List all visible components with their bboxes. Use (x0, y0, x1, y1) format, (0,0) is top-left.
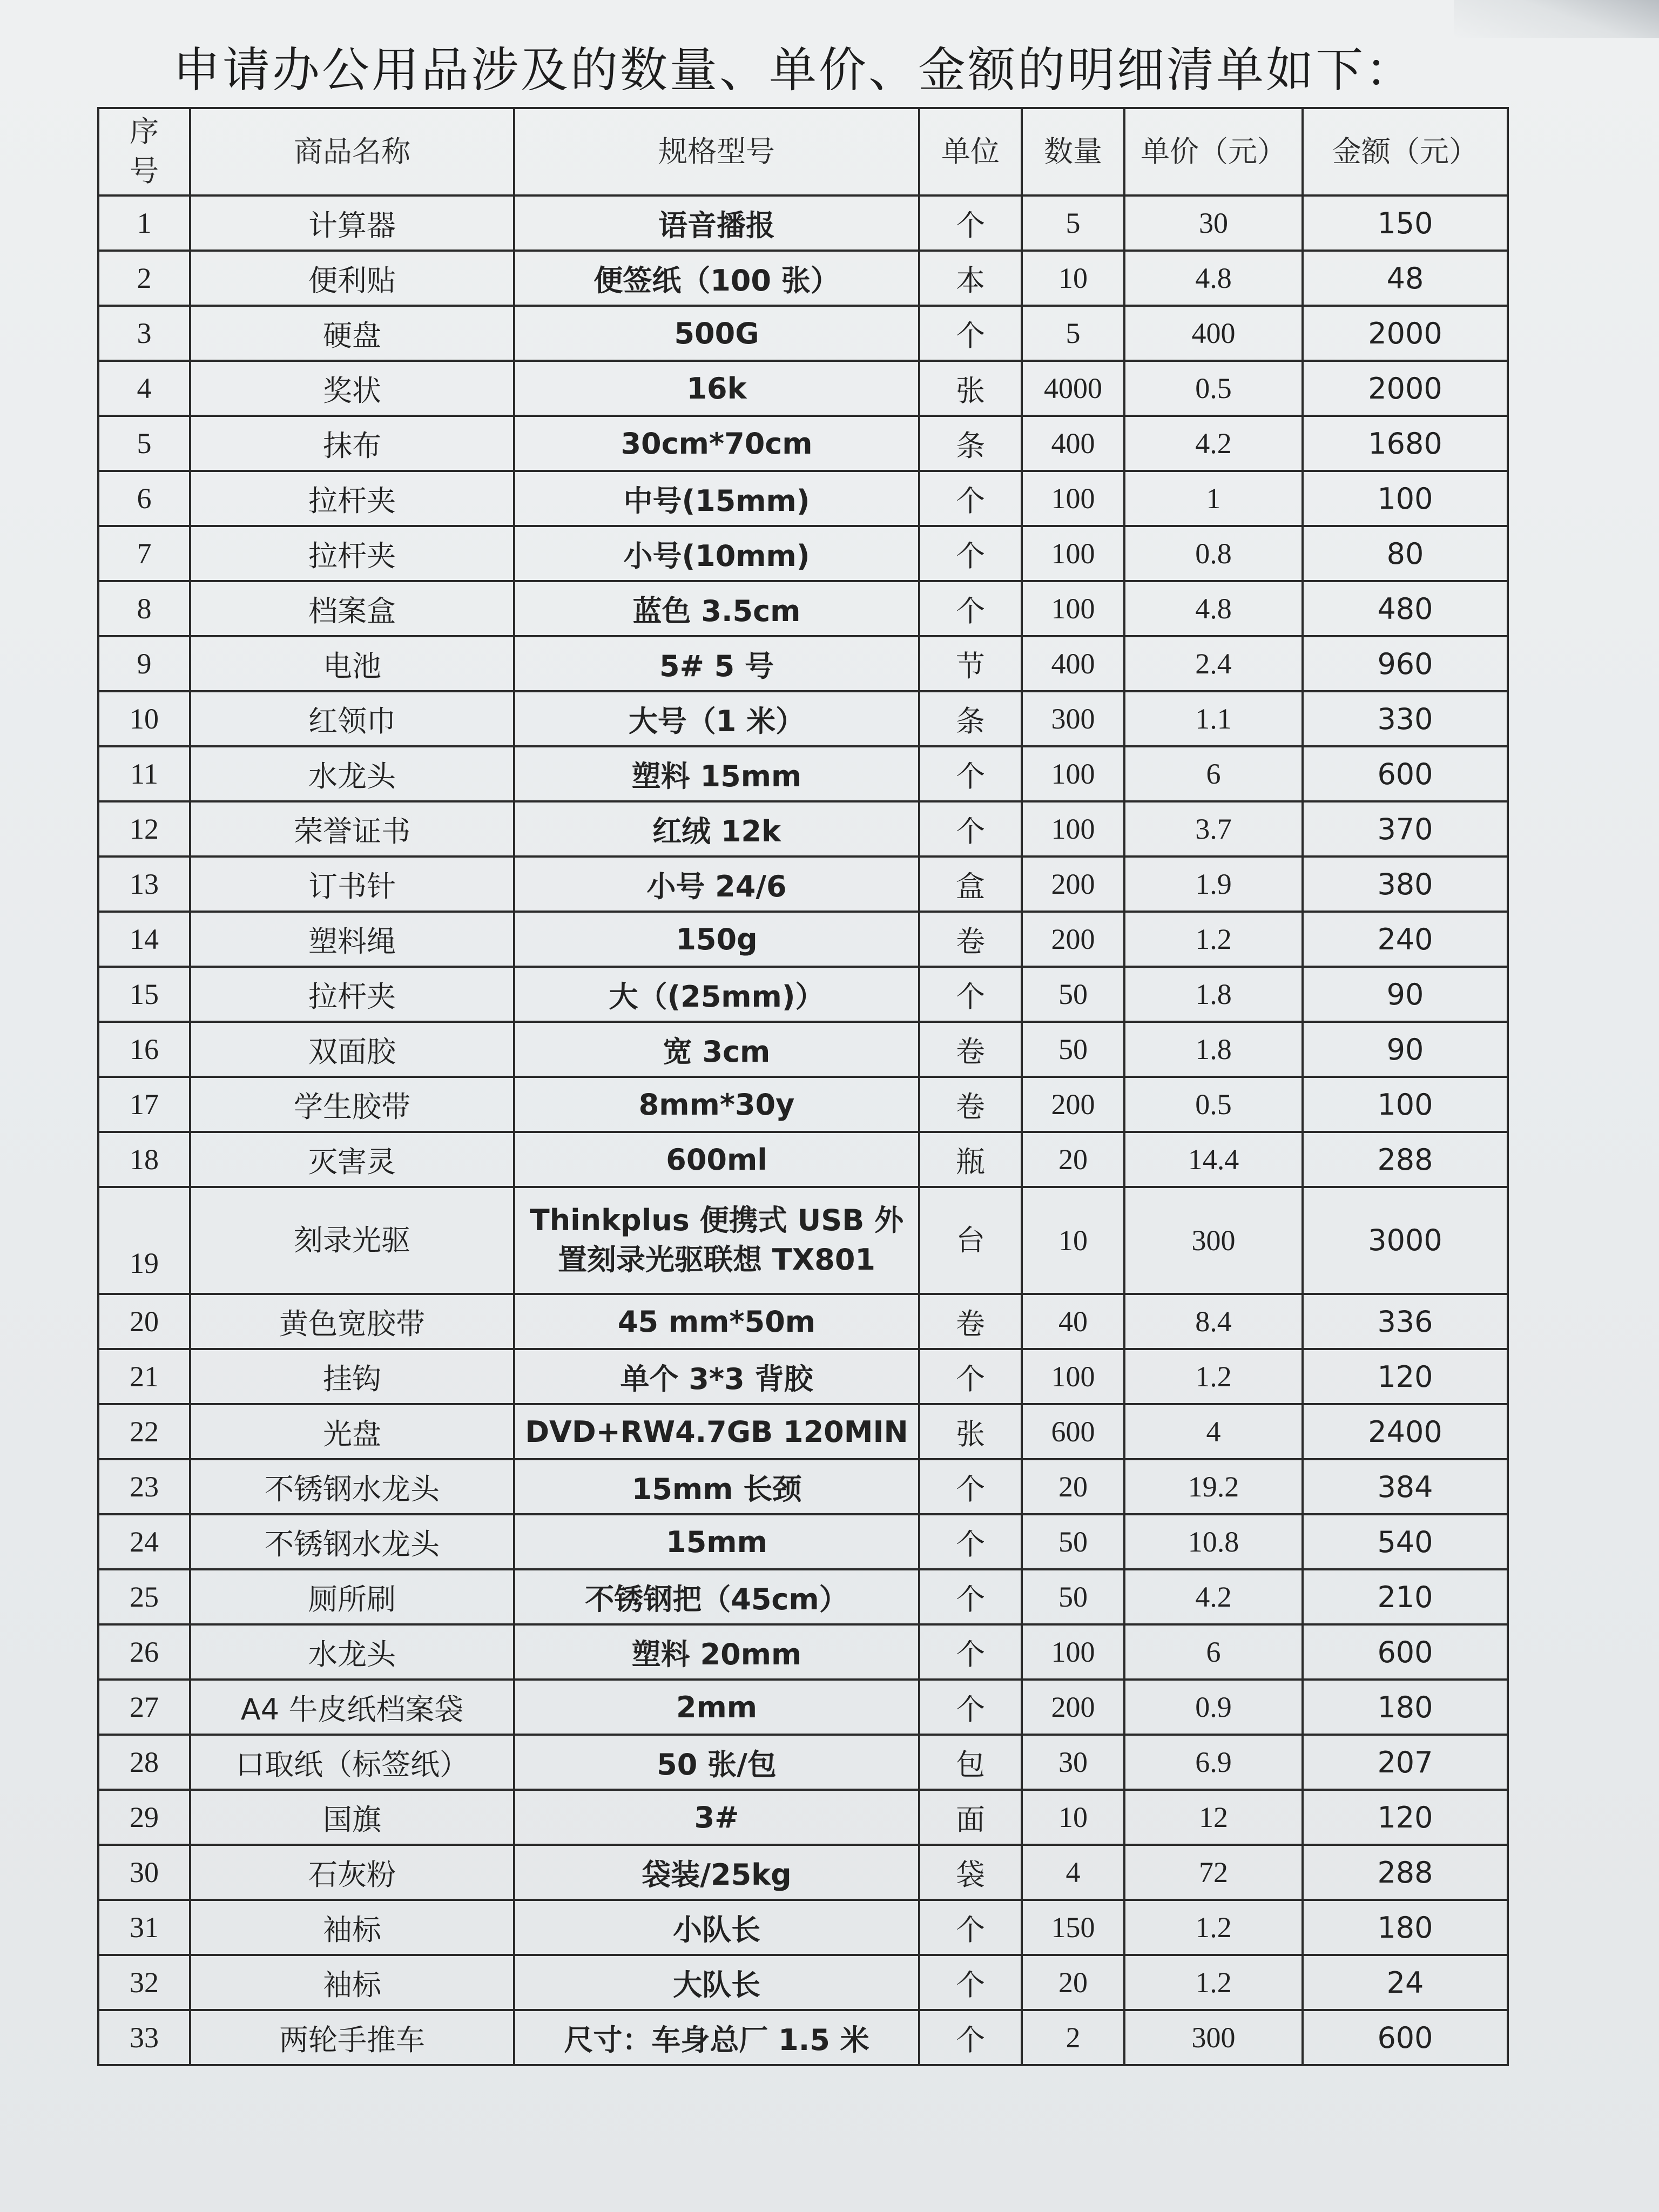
cell-item-name: A4 牛皮纸档案袋 (190, 1680, 514, 1735)
cell-spec-model: 大号（1 米） (514, 691, 919, 746)
cell-amount: 288 (1303, 1132, 1508, 1187)
cell-quantity: 100 (1022, 801, 1124, 857)
table-row (98, 306, 1508, 361)
cell-amount: 330 (1303, 691, 1508, 746)
cell-serial-no: 4 (98, 361, 190, 416)
cell-unit: 节 (919, 636, 1022, 691)
cell-quantity: 20 (1022, 1132, 1124, 1187)
table-row (98, 1569, 1508, 1624)
cell-spec-model: 塑料 20mm (514, 1624, 919, 1680)
cell-unit: 个 (919, 2010, 1022, 2065)
cell-item-name: 袖标 (190, 1900, 514, 1955)
cell-serial-no: 19 (98, 1187, 190, 1294)
cell-spec-model: 50 张/包 (514, 1735, 919, 1790)
cell-unit: 个 (919, 195, 1022, 251)
cell-unit-price: 400 (1124, 306, 1303, 361)
cell-serial-no: 17 (98, 1077, 190, 1132)
cell-item-name: 灭害灵 (190, 1132, 514, 1187)
header-serial-no (98, 108, 190, 195)
cell-spec-model: 15mm 长颈 (514, 1459, 919, 1514)
table-body (98, 195, 1508, 2065)
cell-spec-model: 小号 24/6 (514, 857, 919, 912)
cell-serial-no: 9 (98, 636, 190, 691)
header-quantity: 数量 (1022, 108, 1124, 195)
cell-amount: 3000 (1303, 1187, 1508, 1294)
table-row (98, 361, 1508, 416)
cell-amount: 2400 (1303, 1404, 1508, 1459)
cell-serial-no: 15 (98, 967, 190, 1022)
cell-quantity: 10 (1022, 1790, 1124, 1845)
cell-serial-no: 5 (98, 416, 190, 471)
cell-amount: 240 (1303, 912, 1508, 967)
cell-amount: 2000 (1303, 361, 1508, 416)
cell-spec-model: DVD+RW4.7GB 120MIN (514, 1404, 919, 1459)
table-row (98, 251, 1508, 306)
cell-spec-model: 600ml (514, 1132, 919, 1187)
document-title: 申请办公用品涉及的数量、单价、金额的明细清单如下： (173, 42, 1415, 98)
cell-quantity: 150 (1022, 1900, 1124, 1955)
table-row (98, 526, 1508, 581)
cell-spec-model: 蓝色 3.5cm (514, 581, 919, 636)
cell-serial-no: 18 (98, 1132, 190, 1187)
cell-quantity: 400 (1022, 416, 1124, 471)
cell-amount: 48 (1303, 251, 1508, 306)
table-row (98, 1735, 1508, 1790)
cell-item-name: 石灰粉 (190, 1845, 514, 1900)
cell-spec-model: 16k (514, 361, 919, 416)
table-row (98, 636, 1508, 691)
cell-amount: 24 (1303, 1955, 1508, 2010)
cell-unit: 包 (919, 1735, 1022, 1790)
cell-item-name: 水龙头 (190, 746, 514, 801)
table-row (98, 1404, 1508, 1459)
table-row (98, 1514, 1508, 1569)
cell-item-name: 拉杆夹 (190, 967, 514, 1022)
cell-quantity: 40 (1022, 1294, 1124, 1349)
cell-unit-price: 2.4 (1124, 636, 1303, 691)
cell-item-name: 水龙头 (190, 1624, 514, 1680)
cell-amount: 210 (1303, 1569, 1508, 1624)
cell-unit-price: 1.9 (1124, 857, 1303, 912)
header-unit: 单位 (919, 108, 1022, 195)
cell-quantity: 50 (1022, 1022, 1124, 1077)
cell-quantity: 200 (1022, 912, 1124, 967)
cell-unit-price: 14.4 (1124, 1132, 1303, 1187)
header-item-name: 商品名称 (190, 108, 514, 195)
cell-unit-price: 6 (1124, 1624, 1303, 1680)
cell-serial-no: 30 (98, 1845, 190, 1900)
cell-quantity: 100 (1022, 581, 1124, 636)
cell-quantity: 30 (1022, 1735, 1124, 1790)
cell-unit-price: 300 (1124, 1187, 1303, 1294)
office-supplies-table (97, 107, 1509, 2066)
cell-unit: 个 (919, 967, 1022, 1022)
cell-spec-model: 5# 5 号 (514, 636, 919, 691)
cell-spec-model: Thinkplus 便携式 USB 外置刻录光驱联想 TX801 (514, 1187, 919, 1294)
cell-unit-price: 1.8 (1124, 967, 1303, 1022)
cell-amount: 180 (1303, 1900, 1508, 1955)
cell-quantity: 100 (1022, 1349, 1124, 1404)
cell-quantity: 5 (1022, 195, 1124, 251)
cell-item-name: 黄色宽胶带 (190, 1294, 514, 1349)
cell-unit: 个 (919, 1900, 1022, 1955)
table-row (98, 1955, 1508, 2010)
cell-unit: 台 (919, 1187, 1022, 1294)
cell-unit-price: 30 (1124, 195, 1303, 251)
cell-item-name: 学生胶带 (190, 1077, 514, 1132)
table-row (98, 471, 1508, 526)
cell-unit-price: 12 (1124, 1790, 1303, 1845)
cell-unit-price: 8.4 (1124, 1294, 1303, 1349)
cell-serial-no: 14 (98, 912, 190, 967)
cell-unit: 张 (919, 1404, 1022, 1459)
cell-serial-no: 13 (98, 857, 190, 912)
cell-unit: 个 (919, 1349, 1022, 1404)
cell-unit-price: 300 (1124, 2010, 1303, 2065)
table-row (98, 1680, 1508, 1735)
cell-amount: 150 (1303, 195, 1508, 251)
cell-unit-price: 0.5 (1124, 1077, 1303, 1132)
cell-serial-no: 23 (98, 1459, 190, 1514)
cell-quantity: 4 (1022, 1845, 1124, 1900)
cell-item-name: 刻录光驱 (190, 1187, 514, 1294)
cell-serial-no: 32 (98, 1955, 190, 2010)
cell-spec-model: 尺寸：车身总厂 1.5 米 (514, 2010, 919, 2065)
table-row (98, 1790, 1508, 1845)
cell-unit-price: 3.7 (1124, 801, 1303, 857)
cell-item-name: 不锈钢水龙头 (190, 1514, 514, 1569)
cell-item-name: 硬盘 (190, 306, 514, 361)
table-row (98, 581, 1508, 636)
cell-unit: 个 (919, 526, 1022, 581)
cell-unit: 卷 (919, 1294, 1022, 1349)
cell-amount: 600 (1303, 1624, 1508, 1680)
cell-unit: 盒 (919, 857, 1022, 912)
cell-unit-price: 6.9 (1124, 1735, 1303, 1790)
cell-spec-model: 红绒 12k (514, 801, 919, 857)
header-serial-no-line2: 号 (130, 154, 159, 188)
cell-spec-model: 便签纸（100 张） (514, 251, 919, 306)
cell-unit: 个 (919, 1955, 1022, 2010)
cell-serial-no: 8 (98, 581, 190, 636)
cell-spec-model: 150g (514, 912, 919, 967)
cell-unit: 个 (919, 581, 1022, 636)
cell-serial-no: 1 (98, 195, 190, 251)
cell-spec-model: 500G (514, 306, 919, 361)
table-row (98, 195, 1508, 251)
cell-amount: 600 (1303, 2010, 1508, 2065)
cell-item-name: 口取纸（标签纸） (190, 1735, 514, 1790)
cell-unit: 本 (919, 251, 1022, 306)
cell-unit-price: 1.1 (1124, 691, 1303, 746)
cell-item-name: 双面胶 (190, 1022, 514, 1077)
cell-serial-no: 20 (98, 1294, 190, 1349)
table-row (98, 1845, 1508, 1900)
cell-amount: 90 (1303, 1022, 1508, 1077)
cell-spec-model: 小号(10mm) (514, 526, 919, 581)
table-row (98, 1022, 1508, 1077)
cell-serial-no: 31 (98, 1900, 190, 1955)
cell-spec-model: 8mm*30y (514, 1077, 919, 1132)
cell-amount: 207 (1303, 1735, 1508, 1790)
cell-unit: 卷 (919, 1077, 1022, 1132)
cell-amount: 540 (1303, 1514, 1508, 1569)
cell-spec-model: 宽 3cm (514, 1022, 919, 1077)
cell-unit-price: 0.9 (1124, 1680, 1303, 1735)
cell-unit: 个 (919, 746, 1022, 801)
table-row (98, 912, 1508, 967)
cell-amount: 384 (1303, 1459, 1508, 1514)
cell-spec-model: 30cm*70cm (514, 416, 919, 471)
cell-spec-model: 45 mm*50m (514, 1294, 919, 1349)
cell-unit-price: 4.8 (1124, 581, 1303, 636)
table-row (98, 1294, 1508, 1349)
cell-amount: 380 (1303, 857, 1508, 912)
cell-quantity: 200 (1022, 1077, 1124, 1132)
cell-unit-price: 4.2 (1124, 1569, 1303, 1624)
cell-item-name: 便利贴 (190, 251, 514, 306)
table-row (98, 1459, 1508, 1514)
table-header-row (98, 108, 1508, 195)
cell-unit: 个 (919, 306, 1022, 361)
cell-quantity: 50 (1022, 967, 1124, 1022)
cell-serial-no: 21 (98, 1349, 190, 1404)
cell-item-name: 红领巾 (190, 691, 514, 746)
table-row (98, 2010, 1508, 2065)
cell-quantity: 100 (1022, 746, 1124, 801)
cell-unit: 条 (919, 416, 1022, 471)
cell-unit-price: 72 (1124, 1845, 1303, 1900)
table-row (98, 746, 1508, 801)
cell-item-name: 挂钩 (190, 1349, 514, 1404)
cell-amount: 2000 (1303, 306, 1508, 361)
table-row (98, 1349, 1508, 1404)
cell-spec-model: 中号(15mm) (514, 471, 919, 526)
header-serial-no-line1: 序 (130, 114, 159, 149)
cell-serial-no: 7 (98, 526, 190, 581)
table-row (98, 857, 1508, 912)
cell-amount: 1680 (1303, 416, 1508, 471)
cell-item-name: 厕所刷 (190, 1569, 514, 1624)
cell-quantity: 20 (1022, 1955, 1124, 2010)
cell-unit-price: 1.2 (1124, 1900, 1303, 1955)
cell-serial-no: 26 (98, 1624, 190, 1680)
cell-unit-price: 4 (1124, 1404, 1303, 1459)
cell-quantity: 2 (1022, 2010, 1124, 2065)
cell-amount: 960 (1303, 636, 1508, 691)
cell-unit: 个 (919, 1680, 1022, 1735)
cell-item-name: 订书针 (190, 857, 514, 912)
cell-quantity: 20 (1022, 1459, 1124, 1514)
cell-item-name: 拉杆夹 (190, 471, 514, 526)
cell-item-name: 袖标 (190, 1955, 514, 2010)
cell-serial-no: 33 (98, 2010, 190, 2065)
cell-unit-price: 1.2 (1124, 1955, 1303, 2010)
cell-amount: 120 (1303, 1790, 1508, 1845)
cell-unit: 个 (919, 801, 1022, 857)
cell-quantity: 400 (1022, 636, 1124, 691)
cell-serial-no: 12 (98, 801, 190, 857)
cell-quantity: 100 (1022, 471, 1124, 526)
cell-spec-model: 15mm (514, 1514, 919, 1569)
cell-serial-no: 28 (98, 1735, 190, 1790)
cell-spec-model: 小队长 (514, 1900, 919, 1955)
cell-serial-no: 22 (98, 1404, 190, 1459)
cell-unit: 条 (919, 691, 1022, 746)
cell-amount: 600 (1303, 746, 1508, 801)
cell-serial-no: 29 (98, 1790, 190, 1845)
cell-quantity: 4000 (1022, 361, 1124, 416)
cell-quantity: 100 (1022, 526, 1124, 581)
cell-unit-price: 0.8 (1124, 526, 1303, 581)
cell-amount: 336 (1303, 1294, 1508, 1349)
table-row (98, 1900, 1508, 1955)
cell-item-name: 两轮手推车 (190, 2010, 514, 2065)
cell-quantity: 50 (1022, 1569, 1124, 1624)
table-row (98, 1132, 1508, 1187)
cell-unit: 卷 (919, 1022, 1022, 1077)
cell-quantity: 5 (1022, 306, 1124, 361)
cell-unit-price: 1.2 (1124, 1349, 1303, 1404)
cell-serial-no: 24 (98, 1514, 190, 1569)
cell-amount: 100 (1303, 471, 1508, 526)
table-row (98, 1187, 1508, 1294)
cell-unit: 个 (919, 1459, 1022, 1514)
cell-unit-price: 0.5 (1124, 361, 1303, 416)
cell-item-name: 荣誉证书 (190, 801, 514, 857)
cell-unit: 个 (919, 1514, 1022, 1569)
cell-serial-no: 16 (98, 1022, 190, 1077)
cell-item-name: 档案盒 (190, 581, 514, 636)
cell-quantity: 100 (1022, 1624, 1124, 1680)
cell-serial-no: 10 (98, 691, 190, 746)
cell-unit-price: 19.2 (1124, 1459, 1303, 1514)
cell-unit-price: 1 (1124, 471, 1303, 526)
cell-unit-price: 6 (1124, 746, 1303, 801)
cell-item-name: 拉杆夹 (190, 526, 514, 581)
cell-spec-model: 袋装/25kg (514, 1845, 919, 1900)
cell-quantity: 200 (1022, 1680, 1124, 1735)
cell-amount: 90 (1303, 967, 1508, 1022)
cell-spec-model: 大队长 (514, 1955, 919, 2010)
table-row (98, 967, 1508, 1022)
cell-item-name: 国旗 (190, 1790, 514, 1845)
cell-serial-no: 11 (98, 746, 190, 801)
cell-unit-price: 1.8 (1124, 1022, 1303, 1077)
cell-unit: 个 (919, 1569, 1022, 1624)
cell-unit-price: 4.8 (1124, 251, 1303, 306)
cell-amount: 480 (1303, 581, 1508, 636)
header-spec-model: 规格型号 (514, 108, 919, 195)
cell-spec-model: 语音播报 (514, 195, 919, 251)
cell-quantity: 10 (1022, 1187, 1124, 1294)
cell-unit: 袋 (919, 1845, 1022, 1900)
cell-item-name: 光盘 (190, 1404, 514, 1459)
cell-amount: 180 (1303, 1680, 1508, 1735)
cell-unit-price: 10.8 (1124, 1514, 1303, 1569)
cell-spec-model: 单个 3*3 背胶 (514, 1349, 919, 1404)
cell-amount: 288 (1303, 1845, 1508, 1900)
cell-item-name: 不锈钢水龙头 (190, 1459, 514, 1514)
cell-amount: 80 (1303, 526, 1508, 581)
cell-spec-model: 大（(25mm)） (514, 967, 919, 1022)
cell-spec-model: 2mm (514, 1680, 919, 1735)
cell-serial-no: 2 (98, 251, 190, 306)
cell-serial-no: 25 (98, 1569, 190, 1624)
table-row (98, 1077, 1508, 1132)
cell-spec-model: 塑料 15mm (514, 746, 919, 801)
cell-unit: 张 (919, 361, 1022, 416)
cell-spec-model: 不锈钢把（45cm） (514, 1569, 919, 1624)
cell-unit-price: 4.2 (1124, 416, 1303, 471)
table-row (98, 801, 1508, 857)
cell-item-name: 计算器 (190, 195, 514, 251)
cell-item-name: 奖状 (190, 361, 514, 416)
header-amount: 金额（元） (1303, 108, 1508, 195)
cell-unit: 面 (919, 1790, 1022, 1845)
cell-serial-no: 27 (98, 1680, 190, 1735)
cell-spec-model: 3# (514, 1790, 919, 1845)
cell-amount: 100 (1303, 1077, 1508, 1132)
table-container (97, 107, 1507, 2066)
table-row (98, 691, 1508, 746)
cell-amount: 120 (1303, 1349, 1508, 1404)
header-unit-price: 单价（元） (1124, 108, 1303, 195)
cell-quantity: 10 (1022, 251, 1124, 306)
paper-corner-shadow (1454, 0, 1659, 38)
cell-amount: 370 (1303, 801, 1508, 857)
cell-quantity: 50 (1022, 1514, 1124, 1569)
cell-serial-no: 3 (98, 306, 190, 361)
table-row (98, 416, 1508, 471)
table-row (98, 1624, 1508, 1680)
cell-item-name: 电池 (190, 636, 514, 691)
cell-quantity: 200 (1022, 857, 1124, 912)
cell-unit: 瓶 (919, 1132, 1022, 1187)
cell-item-name: 抹布 (190, 416, 514, 471)
cell-quantity: 600 (1022, 1404, 1124, 1459)
cell-item-name: 塑料绳 (190, 912, 514, 967)
cell-serial-no: 6 (98, 471, 190, 526)
cell-unit-price: 1.2 (1124, 912, 1303, 967)
cell-quantity: 300 (1022, 691, 1124, 746)
cell-unit: 个 (919, 1624, 1022, 1680)
cell-unit: 卷 (919, 912, 1022, 967)
cell-unit: 个 (919, 471, 1022, 526)
